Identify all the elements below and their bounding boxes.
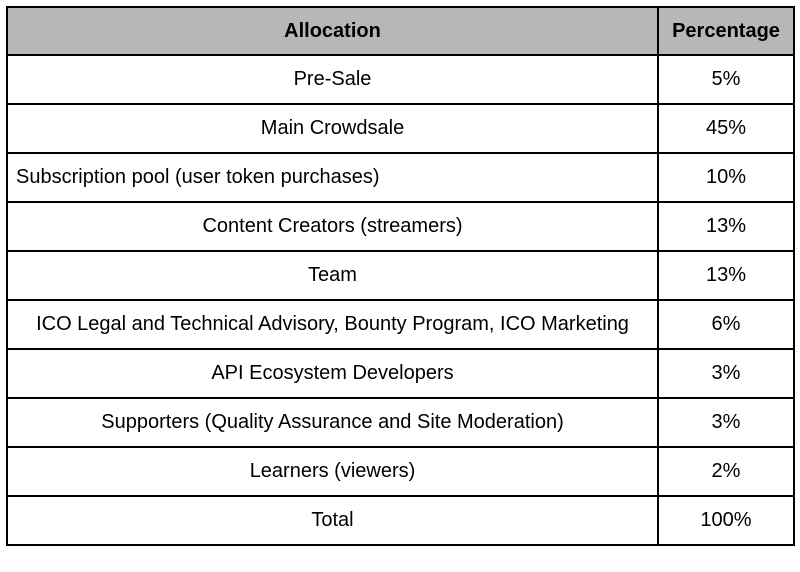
percentage-cell: 13%	[658, 251, 794, 300]
allocation-cell: Content Creators (streamers)	[7, 202, 658, 251]
table-body	[7, 55, 794, 545]
allocation-cell: Team	[7, 251, 658, 300]
percentage-cell: 13%	[658, 202, 794, 251]
percentage-cell: 3%	[658, 398, 794, 447]
allocation-cell: ICO Legal and Technical Advisory, Bounty Program, ICO Marketing	[7, 300, 658, 349]
table-row	[7, 251, 794, 300]
percentage-cell: 5%	[658, 55, 794, 104]
allocation-table-container	[6, 6, 793, 546]
allocation-cell: Learners (viewers)	[7, 447, 658, 496]
allocation-column-header: Allocation	[7, 7, 658, 55]
allocation-table	[6, 6, 795, 546]
table-header-row	[7, 7, 794, 55]
allocation-cell: Pre-Sale	[7, 55, 658, 104]
allocation-cell: Main Crowdsale	[7, 104, 658, 153]
table-row	[7, 104, 794, 153]
percentage-cell: 100%	[658, 496, 794, 545]
allocation-cell: API Ecosystem Developers	[7, 349, 658, 398]
table-row	[7, 447, 794, 496]
percentage-cell: 2%	[658, 447, 794, 496]
allocation-cell: Subscription pool (user token purchases)	[7, 153, 658, 202]
table-row	[7, 300, 794, 349]
table-row	[7, 153, 794, 202]
percentage-cell: 10%	[658, 153, 794, 202]
table-row	[7, 55, 794, 104]
percentage-cell: 3%	[658, 349, 794, 398]
table-row	[7, 398, 794, 447]
percentage-cell: 45%	[658, 104, 794, 153]
percentage-cell: 6%	[658, 300, 794, 349]
table-row-total	[7, 496, 794, 545]
percentage-column-header: Percentage	[658, 7, 794, 55]
allocation-cell: Total	[7, 496, 658, 545]
table-row	[7, 349, 794, 398]
table-row	[7, 202, 794, 251]
allocation-cell: Supporters (Quality Assurance and Site Moderation)	[7, 398, 658, 447]
